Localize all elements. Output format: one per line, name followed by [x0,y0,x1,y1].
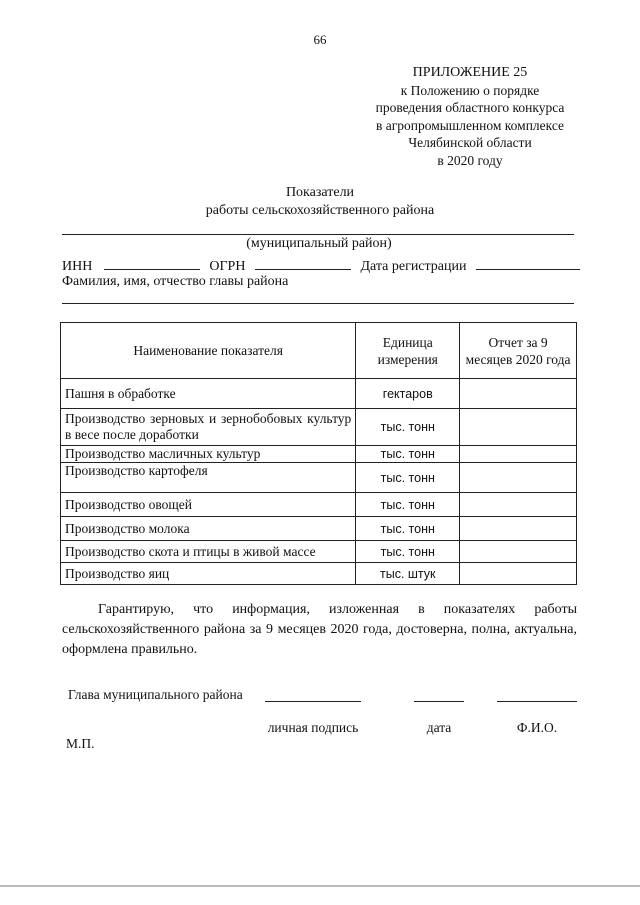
indicator-value-cell[interactable] [460,493,577,517]
indicator-unit: тыс. тонн [356,409,460,446]
guarantee-text: Гарантирую, что информация, изложенная в показателях работы сельскохозяйственного района за 9 месяцев 2020 года, достоверна, полна, актуальна, оформлена правильно. [62,602,577,657]
requisites-line [62,256,580,275]
fio-caption: Ф.И.О. [516,720,558,735]
table-row [61,446,577,463]
indicator-unit: тыс. тонн [356,541,460,563]
signatory-role: Глава муниципального района [68,687,243,702]
indicator-value-cell[interactable] [460,541,577,563]
reg-date-field[interactable] [476,256,580,270]
document-title [0,184,640,220]
indicator-name: Производство масличных культур [61,446,356,463]
indicator-name: Пашня в обработке [61,379,356,409]
indicator-value-cell[interactable] [460,463,577,493]
indicator-unit: гектаров [356,379,460,409]
indicator-name: Производство яиц [61,563,356,585]
annex-line: в агропромышленном комплексе [375,117,565,133]
annex-line: в 2020 году [437,152,503,168]
annex-header [330,64,610,169]
inn-field[interactable] [104,256,200,270]
indicator-name: Производство скота и птицы в живой массе [61,541,356,563]
indicator-unit: тыс. тонн [356,517,460,541]
indicator-name: Производство картофеля [61,463,356,493]
table-header-row [61,323,577,379]
indicators-table [60,322,577,585]
indicator-value-cell[interactable] [460,446,577,463]
table-row [61,463,577,493]
signature-caption: личная подпись [267,720,359,735]
indicator-unit: тыс. тонн [356,446,460,463]
date-caption: дата [426,720,452,735]
ogrn-field[interactable] [255,256,351,270]
inn-label: ИНН [62,259,93,274]
page-number: 66 [313,32,327,47]
indicator-unit: тыс. тонн [356,463,460,493]
scan-edge-divider [0,885,640,887]
stamp-place: М.П. [66,736,95,751]
table-row [61,493,577,517]
head-fio-label: Фамилия, имя, отчество главы района [62,274,289,289]
indicator-name: Производство зерновых и зернобобовых культур в весе после доработки [61,409,356,446]
indicator-unit: тыс. тонн [356,493,460,517]
indicator-name: Производство овощей [61,493,356,517]
column-header-report: Отчет за 9 месяцев 2020 года [460,323,577,379]
column-header-name: Наименование показателя [61,323,356,379]
indicator-name: Производство молока [61,517,356,541]
indicator-value-cell[interactable] [460,379,577,409]
annex-line: Челябинской области [408,135,532,150]
title-line-2: работы сельскохозяйственного района [205,203,435,218]
indicator-value-cell[interactable] [460,409,577,446]
table-row [61,379,577,409]
ogrn-label: ОГРН [209,259,246,274]
title-line-1: Показатели [285,185,355,200]
head-fio-field[interactable] [62,303,574,304]
annex-line: к Положению о порядке [400,82,540,98]
indicator-value-cell[interactable] [460,563,577,585]
indicator-value-cell[interactable] [460,517,577,541]
table-row [61,563,577,585]
table-row [61,541,577,563]
municipal-district-label: (муниципальный район) [246,236,392,251]
indicator-unit: тыс. штук [356,563,460,585]
column-header-unit: Единица измерения [356,323,460,379]
municipal-district-field[interactable] [62,234,574,235]
table-row [61,517,577,541]
table-row [61,409,577,446]
date-field[interactable] [414,701,464,702]
annex-title: ПРИЛОЖЕНИЕ 25 [412,65,528,80]
annex-line: проведения областного конкурса [375,100,565,115]
signature-field[interactable] [265,701,361,702]
reg-date-label: Дата регистрации [360,259,467,274]
fio-field[interactable] [497,701,577,702]
